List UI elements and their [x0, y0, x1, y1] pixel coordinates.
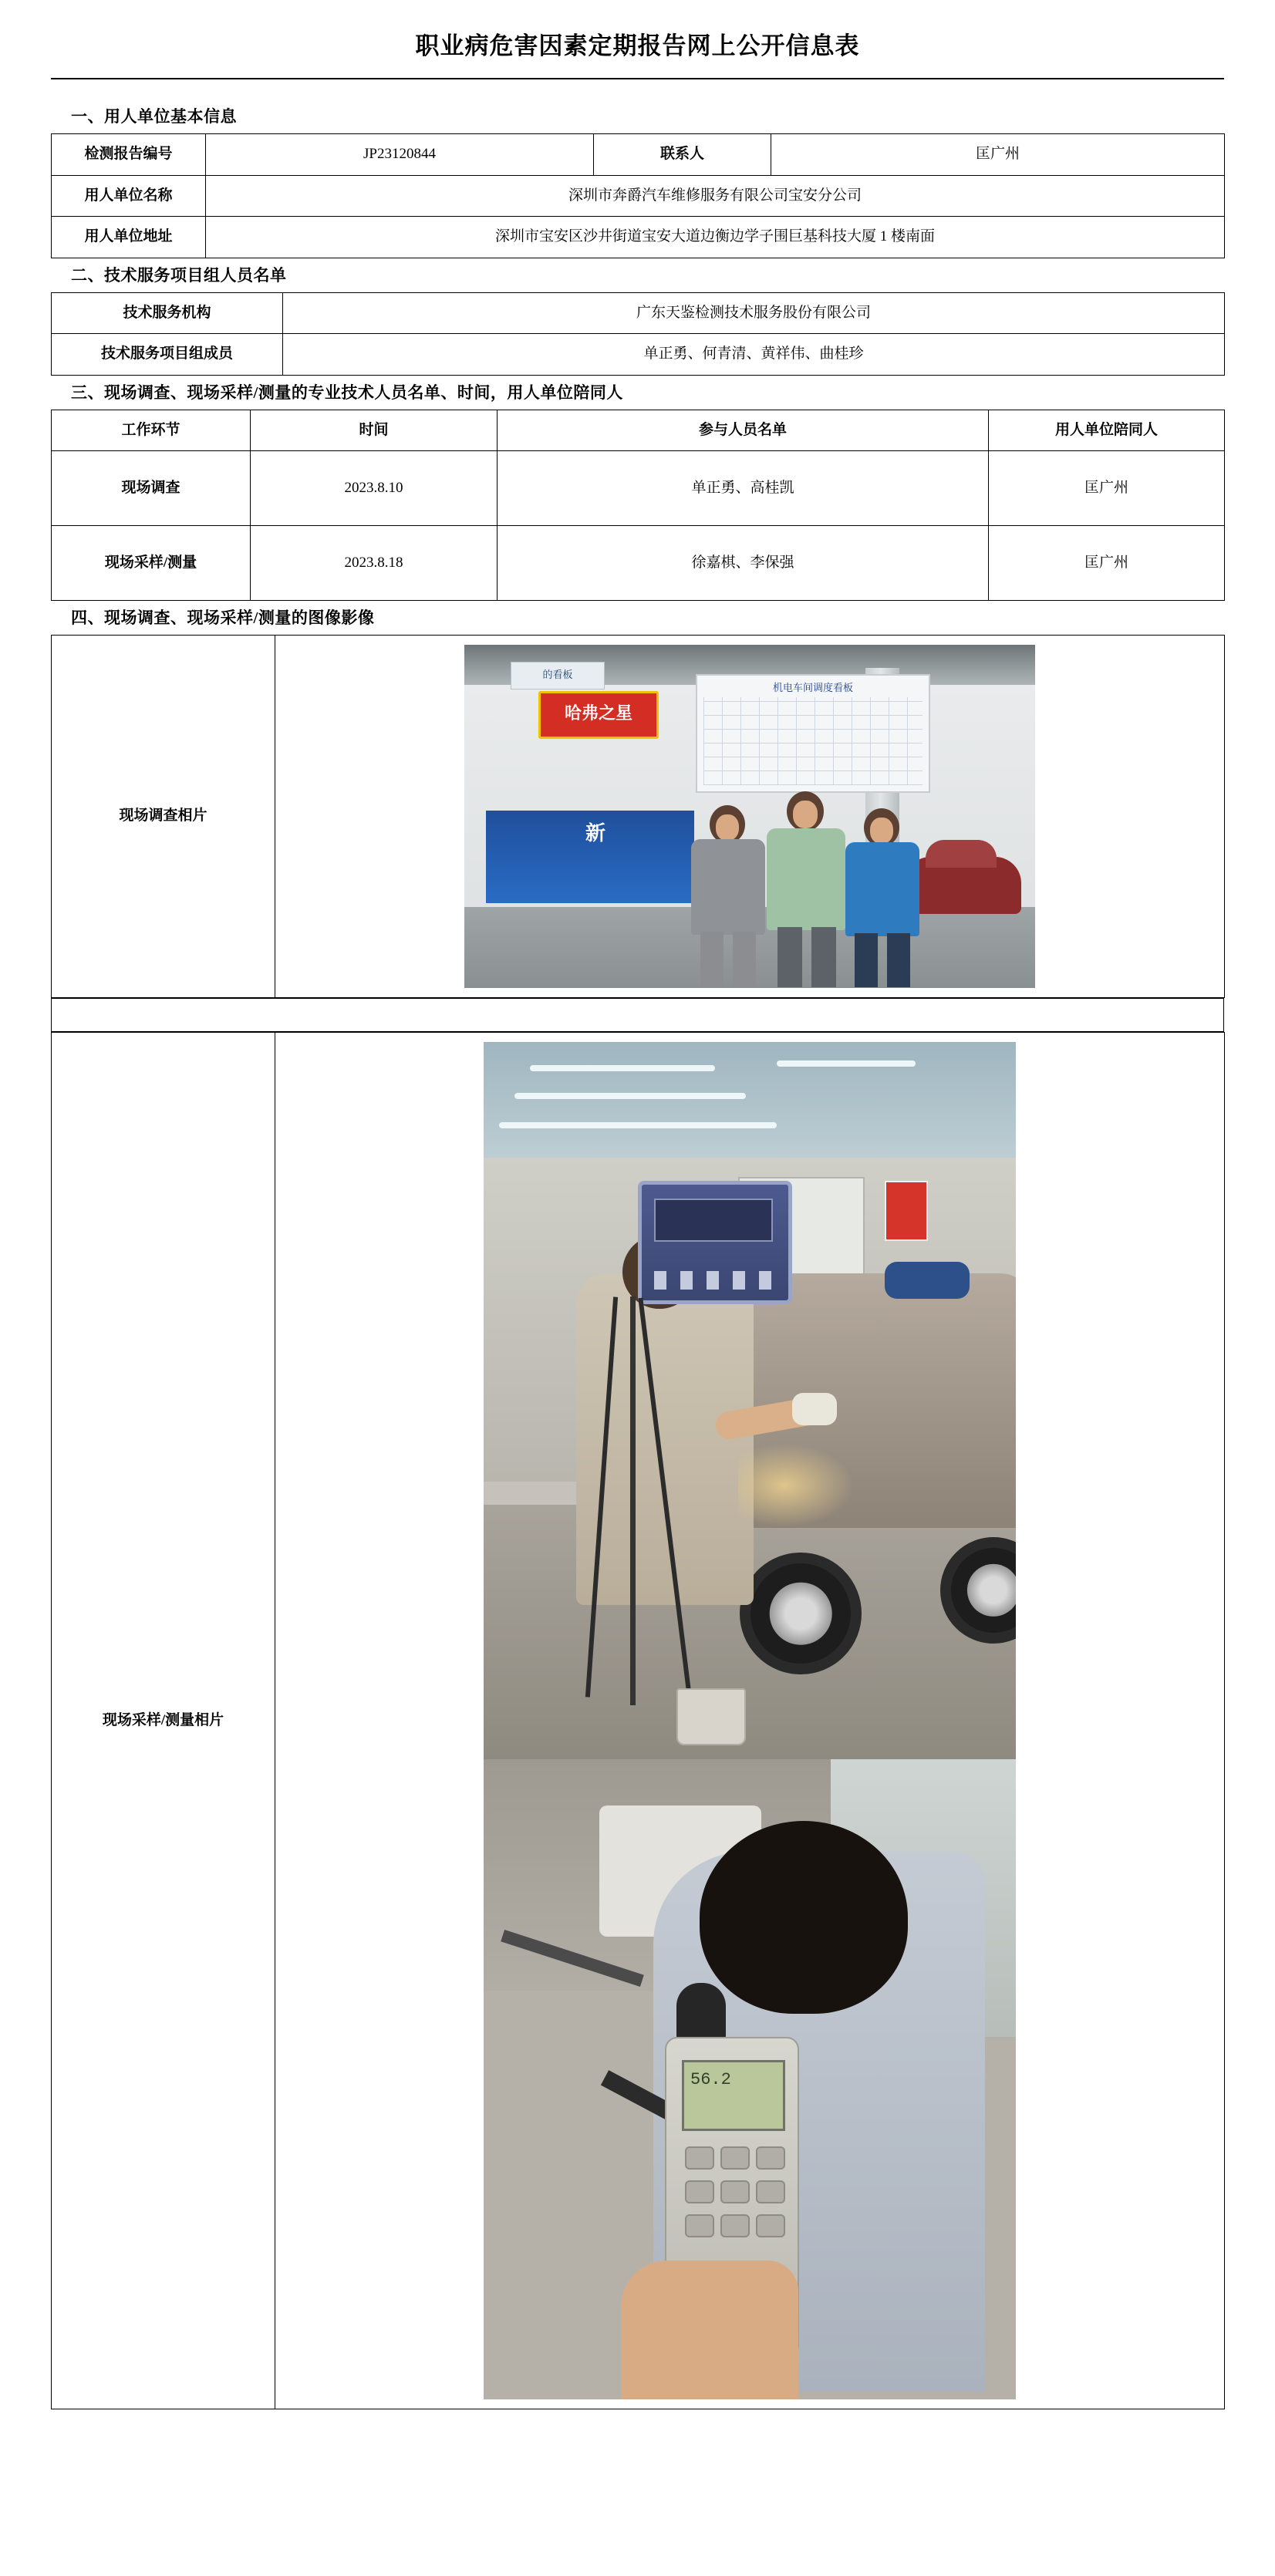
spacer-table: [51, 998, 1224, 1032]
sampling-photo-image-2: [484, 1759, 1016, 2399]
board-title-text: 机电车间调度看板: [772, 682, 853, 693]
section-2-table: [51, 292, 1225, 376]
sampling-photo-label: 现场采样/测量相片: [52, 1033, 275, 2409]
date-value: 2023.8.10: [251, 451, 498, 526]
section-4-heading: 四、现场调查、现场采样/测量的图像影像: [71, 609, 375, 627]
meter-reading: 56.2: [690, 2070, 731, 2089]
project-members-label: 技术服务项目组成员: [52, 334, 283, 376]
report-number-label: 检测报告编号: [52, 134, 206, 176]
red-banner-text: 哈弗之星: [538, 691, 659, 739]
section-4-photo-table-2: [51, 1032, 1225, 2409]
contact-label: 联系人: [594, 134, 771, 176]
section-4-photo-table-1: [51, 635, 1225, 998]
employer-address-value: 深圳市宝安区沙井街道宝安大道边衡边学子围巨基科技大厦 1 楼南面: [206, 217, 1225, 258]
table-row: [52, 217, 1225, 258]
table-row: [52, 175, 1225, 217]
date-value: 2023.8.18: [251, 526, 498, 601]
stage-value: 现场调查: [52, 451, 251, 526]
blue-banner-text: 新: [486, 811, 694, 903]
escort-value: 匡广州: [989, 526, 1225, 601]
col-stage: 工作环节: [52, 410, 251, 451]
survey-photo-label: 现场调查相片: [52, 636, 275, 998]
col-date: 时间: [251, 410, 498, 451]
title-divider: [51, 78, 1224, 79]
col-staff: 参与人员名单: [498, 410, 989, 451]
page-title: 职业病危害因素定期报告网上公开信息表: [415, 32, 860, 59]
employer-name-value: 深圳市奔爵汽车维修服务有限公司宝安分公司: [206, 175, 1225, 217]
stage-value: 现场采样/测量: [52, 526, 251, 601]
survey-photo-cell: [275, 636, 1225, 998]
project-members-value: 单正勇、何青清、黄祥伟、曲桂珍: [283, 334, 1225, 376]
col-escort: 用人单位陪同人: [989, 410, 1225, 451]
photo-row: [52, 1033, 1225, 2409]
employer-name-label: 用人单位名称: [52, 175, 206, 217]
employer-address-label: 用人单位地址: [52, 217, 206, 258]
table-row: [52, 451, 1225, 526]
table-row: [52, 134, 1225, 176]
section-3-heading: 三、现场调查、现场采样/测量的专业技术人员名单、时间，用人单位陪同人: [71, 383, 623, 402]
section-1-heading: 一、用人单位基本信息: [71, 107, 237, 126]
table-row: [52, 526, 1225, 601]
service-org-value: 广东天鉴检测技术服务股份有限公司: [283, 292, 1225, 334]
document-content: [51, 99, 1224, 2409]
staff-value: 单正勇、高桂凯: [498, 451, 989, 526]
sampling-photo-image-1: [484, 1042, 1016, 1759]
small-board-text: 的看板: [511, 662, 605, 690]
staff-value: 徐嘉棋、李保强: [498, 526, 989, 601]
survey-photo-image: [464, 645, 1035, 988]
photo-row: [52, 636, 1225, 998]
table-row: [52, 334, 1225, 376]
table-header-row: [52, 410, 1225, 451]
service-org-label: 技术服务机构: [52, 292, 283, 334]
contact-value: 匡广州: [771, 134, 1225, 176]
report-number-value: JP23120844: [206, 134, 594, 176]
escort-value: 匡广州: [989, 451, 1225, 526]
section-3-table: [51, 410, 1225, 602]
table-row: [52, 292, 1225, 334]
section-2-heading: 二、技术服务项目组人员名单: [71, 265, 287, 285]
sampling-photo-cell: [275, 1033, 1225, 2409]
section-1-table: [51, 133, 1225, 258]
